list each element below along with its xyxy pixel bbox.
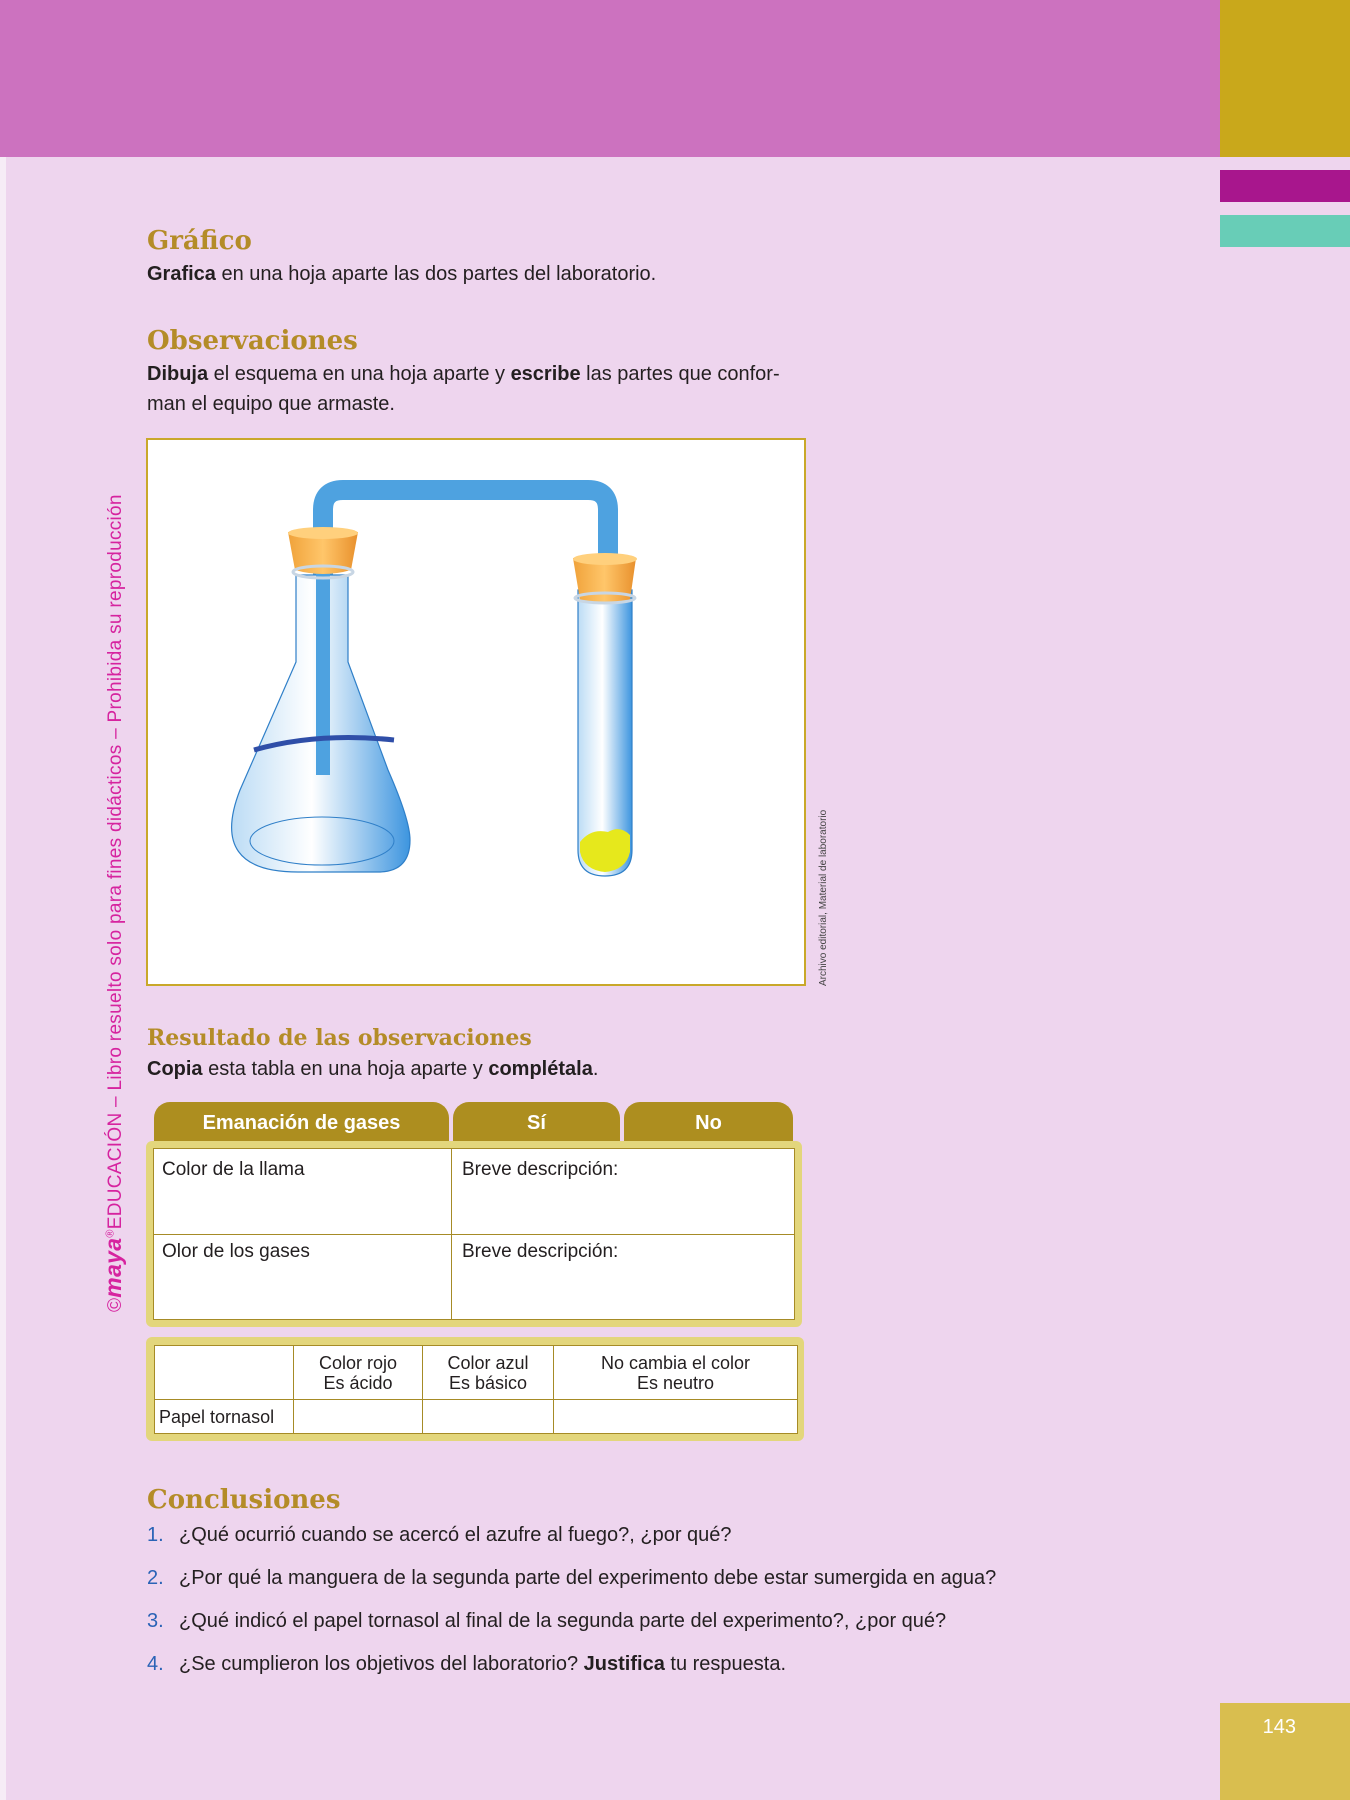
magenta-tab bbox=[1220, 170, 1350, 202]
col-azul-header bbox=[423, 1346, 554, 1400]
grafico-heading: Gráfico bbox=[147, 226, 252, 256]
gases-table-grid bbox=[153, 1148, 795, 1320]
table-row bbox=[155, 1346, 798, 1400]
list-item bbox=[147, 1514, 996, 1557]
col-neutro-line2: Es neutro bbox=[636, 1372, 715, 1393]
item-text: ¿Se cumplieron los objetivos del laboratorio? bbox=[179, 1653, 584, 1675]
row-label-olor: Olor de los gases bbox=[162, 1241, 310, 1262]
list-item bbox=[147, 1643, 996, 1686]
observaciones-instruction bbox=[147, 359, 780, 419]
litmus-table-grid bbox=[154, 1345, 798, 1434]
col-neutro-header bbox=[554, 1346, 798, 1400]
resultado-text-1: esta tabla en una hoja aparte y bbox=[202, 1058, 489, 1080]
col-rojo-line2: Es ácido bbox=[323, 1372, 393, 1393]
teal-tab bbox=[1220, 215, 1350, 247]
item-number: 3. bbox=[147, 1610, 164, 1632]
item-number: 1. bbox=[147, 1524, 164, 1546]
image-credit: Archivo editorial, Material de laboratorio bbox=[818, 809, 829, 986]
left-page-edge bbox=[0, 157, 6, 1800]
copyright-side-banner bbox=[100, 494, 127, 1312]
table-header-emanacion: Emanación de gases bbox=[154, 1102, 449, 1144]
item-number: 4. bbox=[147, 1653, 164, 1675]
table-header-no: No bbox=[624, 1102, 793, 1144]
list-item bbox=[147, 1557, 996, 1600]
resultado-verb-1: Copia bbox=[147, 1058, 203, 1080]
item-text: ¿Qué indicó el papel tornasol al final de la segunda parte del experimento?, ¿por qué? bbox=[179, 1610, 947, 1632]
item-text: ¿Qué ocurrió cuando se acercó el azufre al fuego?, ¿por qué? bbox=[179, 1524, 732, 1546]
row-label-tornasol: Papel tornasol bbox=[155, 1400, 294, 1434]
observaciones-verb-2: escribe bbox=[510, 363, 581, 385]
empty-cell bbox=[294, 1400, 423, 1434]
grafico-instruction bbox=[147, 259, 656, 289]
empty-cell bbox=[554, 1400, 798, 1434]
grafico-text: en una hoja aparte las dos partes del laboratorio. bbox=[215, 263, 657, 285]
row-desc-llama: Breve descripción: bbox=[462, 1159, 619, 1180]
list-item bbox=[147, 1600, 996, 1643]
col-neutro-line1: No cambia el color bbox=[600, 1352, 751, 1373]
col-azul-line1: Color azul bbox=[447, 1352, 529, 1373]
flask-inner-tube bbox=[316, 570, 330, 775]
empty-corner-cell bbox=[155, 1346, 294, 1400]
connecting-tube bbox=[323, 490, 608, 625]
table-row bbox=[155, 1400, 798, 1434]
row-label-llama: Color de la llama bbox=[162, 1159, 305, 1180]
corner-gold-block bbox=[1220, 0, 1350, 157]
col-rojo-header bbox=[294, 1346, 423, 1400]
item-bold-verb: Justifica bbox=[583, 1653, 665, 1675]
conclusiones-list bbox=[147, 1514, 996, 1686]
observaciones-text-3: man el equipo que armaste. bbox=[147, 393, 395, 415]
page-number: 143 bbox=[1262, 1716, 1296, 1738]
resultado-instruction bbox=[147, 1054, 598, 1084]
top-header-band bbox=[0, 0, 1220, 157]
item-text-tail: tu respuesta. bbox=[664, 1653, 787, 1675]
item-text: ¿Por qué la manguera de la segunda parte del experimento debe estar sumergida en agua? bbox=[179, 1567, 997, 1589]
resultado-verb-2: complétala bbox=[488, 1058, 593, 1080]
lab-apparatus-illustration bbox=[148, 440, 804, 984]
litmus-table bbox=[146, 1337, 804, 1441]
table-header-si: Sí bbox=[453, 1102, 620, 1144]
resultado-heading: Resultado de las observaciones bbox=[147, 1025, 532, 1051]
gases-table bbox=[146, 1141, 802, 1327]
observaciones-text-2: las partes que confor- bbox=[580, 363, 780, 385]
flask-cork-top bbox=[288, 527, 358, 539]
test-tube-cork-top bbox=[573, 553, 637, 565]
brand-logo-text: maya bbox=[100, 1237, 126, 1298]
conclusiones-heading: Conclusiones bbox=[147, 1485, 341, 1515]
copyright-symbol: © bbox=[105, 1297, 126, 1312]
observaciones-text-1: el esquema en una hoja aparte y bbox=[208, 363, 511, 385]
col-rojo-line1: Color rojo bbox=[318, 1352, 398, 1373]
observaciones-verb-1: Dibuja bbox=[147, 363, 209, 385]
grafico-verb: Grafica bbox=[147, 263, 216, 285]
registered-mark: ® bbox=[104, 1229, 117, 1238]
resultado-text-2: . bbox=[592, 1058, 599, 1080]
lab-apparatus-figure bbox=[146, 438, 806, 986]
item-number: 2. bbox=[147, 1567, 164, 1589]
row-desc-olor: Breve descripción: bbox=[462, 1241, 619, 1262]
copyright-text: EDUCACIÓN – Libro resuelto solo para fines didácticos – Prohibida su reproducción bbox=[105, 494, 126, 1230]
observaciones-heading: Observaciones bbox=[147, 326, 358, 356]
row-divider bbox=[154, 1234, 794, 1235]
empty-cell bbox=[423, 1400, 554, 1434]
col-azul-line2: Es básico bbox=[448, 1372, 528, 1393]
